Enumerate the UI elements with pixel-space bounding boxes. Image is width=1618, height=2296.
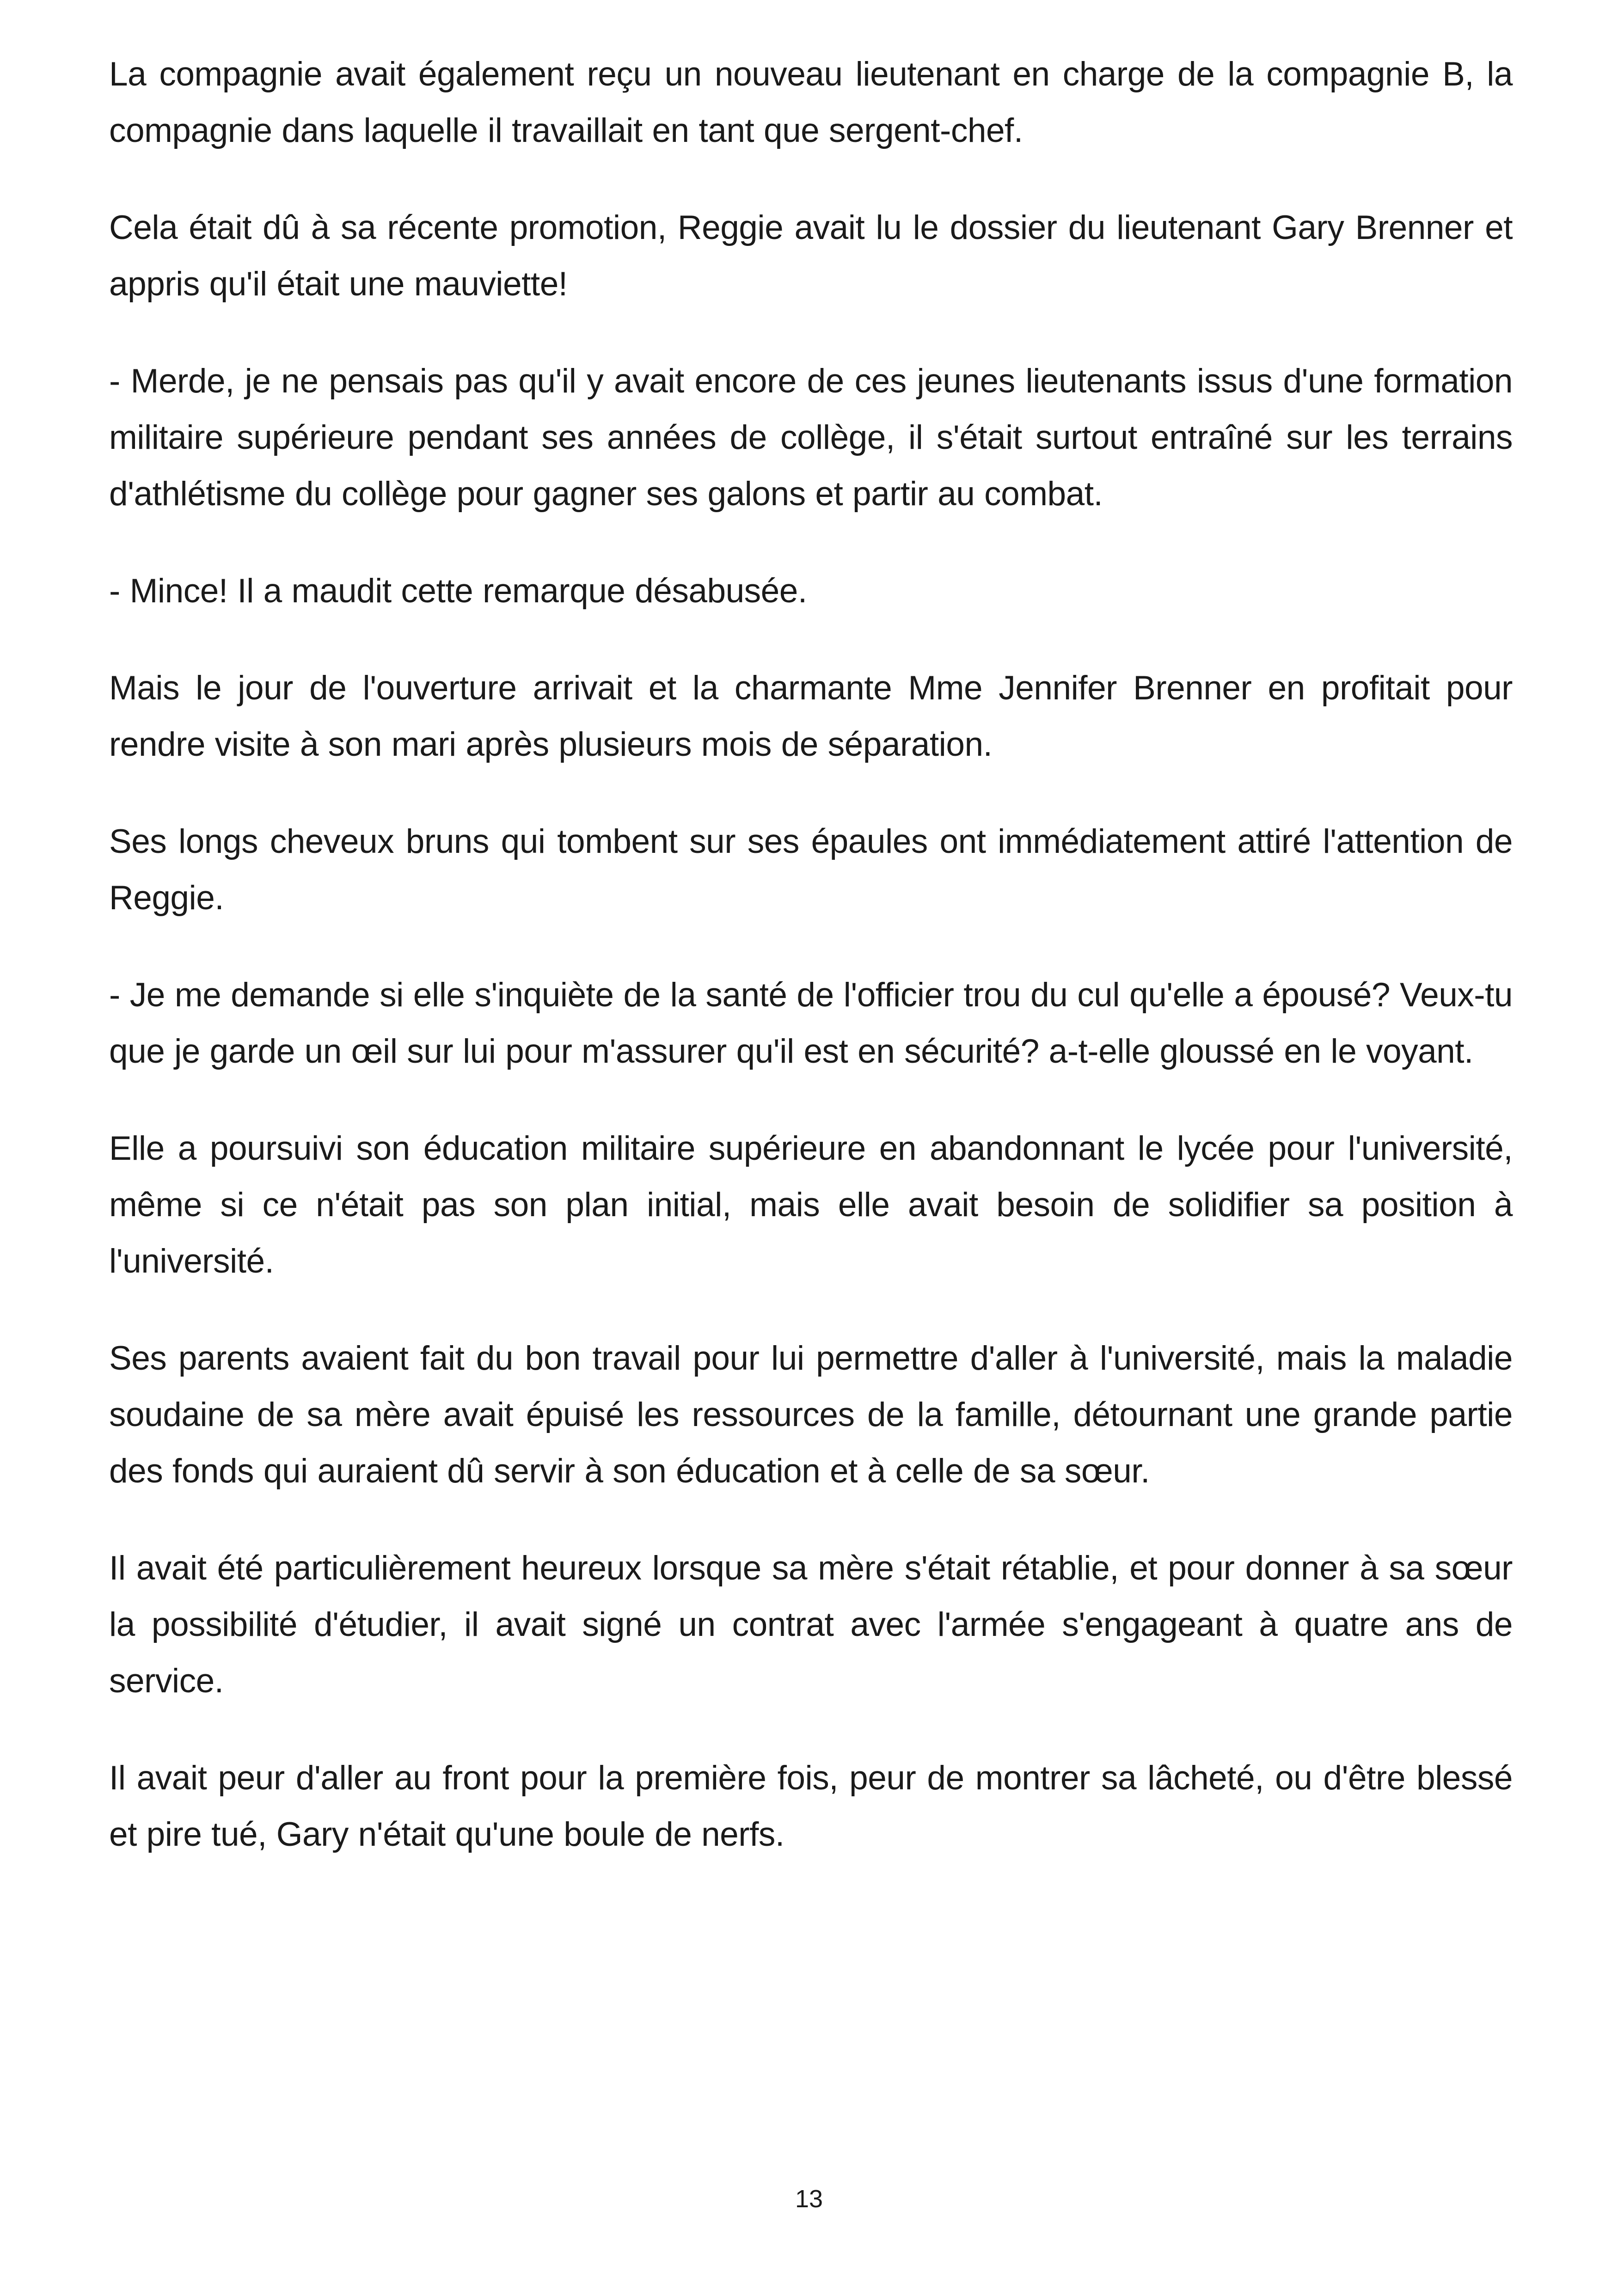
paragraph: Mais le jour de l'ouverture arrivait et la charmante Mme Jennifer Brenner en profitait pour rendre visite à son mari après plusieurs mois de séparation.: [109, 669, 1513, 763]
paragraph: - Merde, je ne pensais pas qu'il y avait encore de ces jeunes lieutenants issus d'une formation militaire supérieure pendant ses années de collège, il s'était surtout entraîné sur les terrains d'athlétisme du collège pour gagner ses galons et partir au combat.: [109, 362, 1513, 513]
paragraph: - Mince! Il a maudit cette remarque désabusée.: [109, 572, 807, 610]
paragraph: - Je me demande si elle s'inquiète de la santé de l'officier trou du cul qu'elle a épousé? Veux-tu que je garde un œil sur lui pour m'assurer qu'il est en sécurité? a-t-elle gloussé en le voyant.: [109, 976, 1513, 1070]
paragraph: Il avait été particulièrement heureux lorsque sa mère s'était rétablie, et pour donner à sa sœur la possibilité d'étudier, il avait signé un contrat avec l'armée s'engageant à quatre ans de service.: [109, 1549, 1513, 1700]
paragraph: La compagnie avait également reçu un nouveau lieutenant en charge de la compagnie B, la compagnie dans laquelle il travaillait en tant que sergent-chef.: [109, 55, 1513, 149]
paragraph: Il avait peur d'aller au front pour la première fois, peur de montrer sa lâcheté, ou d'être blessé et pire tué, Gary n'était qu'une boule de nerfs.: [109, 1759, 1513, 1853]
page-number: 13: [795, 2185, 823, 2213]
paragraph: Ses parents avaient fait du bon travail pour lui permettre d'aller à l'université, mais la maladie soudaine de sa mère avait épuisé les ressources de la famille, détournant une grande partie des fonds qui auraient dû servir à son éducation et à celle de sa sœur.: [109, 1340, 1513, 1490]
paragraph: Ses longs cheveux bruns qui tombent sur ses épaules ont immédiatement attiré l'attention de Reggie.: [109, 823, 1513, 917]
paragraph: Elle a poursuivi son éducation militaire supérieure en abandonnant le lycée pour l'université, même si ce n'était pas son plan initial, mais elle avait besoin de solidifier sa position à l'université.: [109, 1130, 1513, 1280]
paragraph: Cela était dû à sa récente promotion, Reggie avait lu le dossier du lieutenant Gary Brenner et appris qu'il était une mauviette!: [109, 209, 1513, 303]
body-text: [109, 46, 1513, 1904]
